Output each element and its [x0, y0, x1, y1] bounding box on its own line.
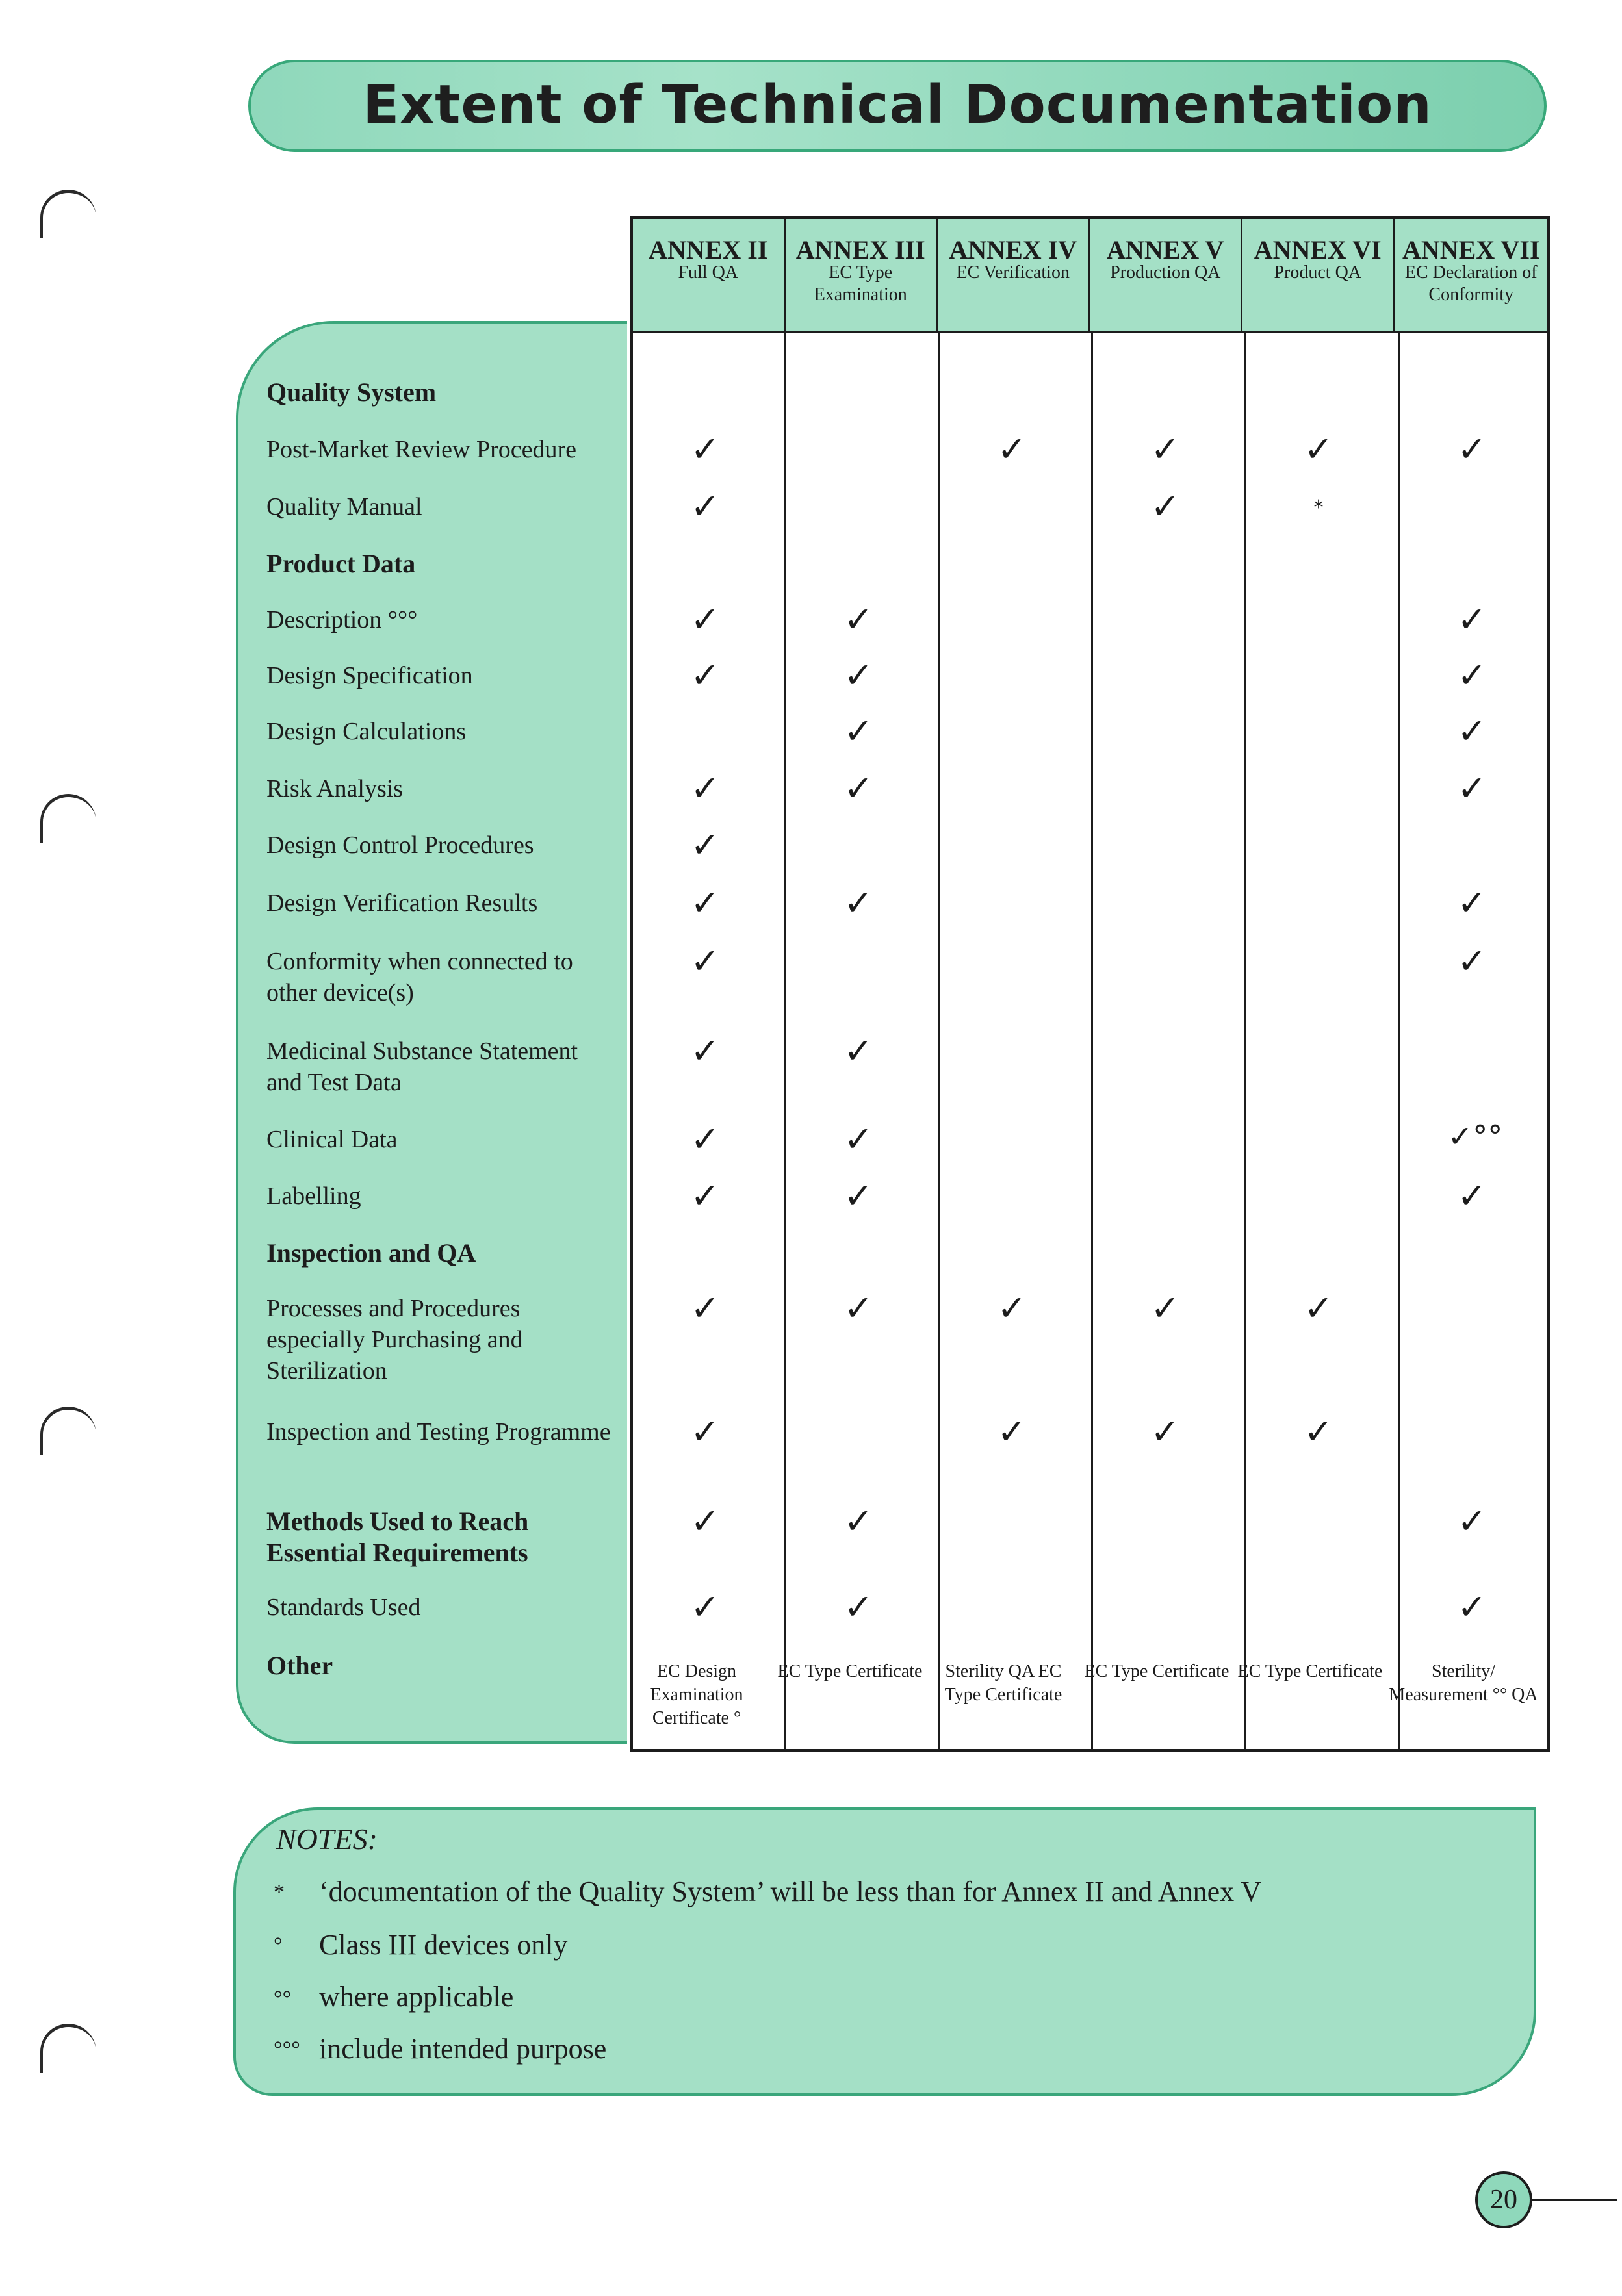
checkmark-icon: ✓ [843, 1030, 873, 1071]
checkmark-icon: ✓ [690, 882, 720, 923]
checkmark-icon: ✓ [843, 882, 873, 923]
checkmark-icon: ✓ [690, 1119, 720, 1160]
note-symbol: * [274, 1880, 285, 1904]
checkmark-icon: ✓ [843, 1501, 873, 1542]
checkmark-icon: ✓ [690, 1501, 720, 1542]
checkmark-icon: ✓ [843, 1119, 873, 1160]
checkmark-icon: ✓ [1457, 1501, 1487, 1542]
row-label: Inspection and QA [266, 1238, 476, 1268]
checkmark-icon: ✓ [1304, 1288, 1333, 1329]
checkmark-icon: ✓ [843, 1175, 873, 1216]
annex-name: ANNEX IV [949, 235, 1077, 264]
annex-subtitle: EC Type Examination [814, 262, 907, 305]
note-text: ‘documentation of the Quality System’ will be less than for Annex II and Annex V [319, 1876, 1262, 1907]
other-cell: EC Type Certificate [777, 1661, 923, 1681]
row-label: Design Verification Results [266, 889, 538, 917]
checkmark-icon: ✓ [1457, 768, 1487, 809]
checkmark-icon: ✓ [997, 429, 1027, 470]
row-label: Quality Manual [266, 493, 422, 520]
checkmark-icon: ✓ [1457, 711, 1487, 752]
annex-name: ANNEX V [1107, 235, 1224, 264]
column-divider [1398, 331, 1400, 1749]
checkmark-icon: ✓ [690, 1030, 720, 1071]
other-cell: EC Design Examination Certificate ° [650, 1661, 743, 1728]
row-label: Design Control Procedures [266, 832, 534, 859]
row-label: Description °°° [266, 606, 418, 633]
checkmark-icon: ✓ [1150, 429, 1180, 470]
column-divider [1091, 331, 1093, 1749]
row-label: Medicinal Substance Statement and Test Data [266, 1038, 578, 1096]
note-symbol: °°° [274, 2037, 300, 2061]
punch-hole-1 [40, 190, 96, 238]
checkmark-icon: ✓ [997, 1288, 1027, 1329]
checkmark-icon: ✓ [690, 1175, 720, 1216]
note-text: include intended purpose [319, 2033, 607, 2065]
checkmark-icon: ✓ [690, 768, 720, 809]
checkmark-icon: ✓ [843, 711, 873, 752]
row-label: Clinical Data [266, 1126, 398, 1153]
annex-subtitle: Product QA [1274, 262, 1362, 283]
punch-hole-4 [40, 2024, 96, 2073]
row-label: Inspection and Testing Programme [266, 1418, 611, 1446]
row-label: Standards Used [266, 1594, 421, 1621]
checkmark-icon: ✓ [1457, 429, 1487, 470]
punch-hole-2 [40, 794, 96, 843]
column-divider [938, 331, 940, 1749]
note-symbol: °° [274, 1987, 292, 2011]
checkmark-icon: ✓ [690, 429, 720, 470]
row-label: Quality System [266, 377, 437, 407]
note-text: where applicable [319, 1981, 514, 2013]
annex-subtitle: Full QA [678, 262, 739, 283]
asterisk-mark: * [1313, 496, 1324, 519]
annex-header-row [630, 216, 1550, 333]
other-cell: Sterility QA EC Type Certificate [944, 1661, 1062, 1705]
other-cell: Sterility/ Measurement °° QA [1389, 1661, 1538, 1705]
annex-name: ANNEX VII [1402, 235, 1540, 264]
row-label: Post-Market Review Procedure [266, 436, 576, 463]
page-title: Extent of Technical Documentation [363, 74, 1432, 136]
row-label: Product Data [266, 549, 416, 578]
page-number-rule [1532, 2199, 1617, 2201]
checkmark-icon: ✓ [997, 1411, 1027, 1452]
annex-name: ANNEX III [795, 235, 925, 264]
row-label: Labelling [266, 1182, 361, 1210]
annex-header-cell [1395, 219, 1548, 331]
checkmark-icon: ✓°° [1447, 1119, 1503, 1154]
checkmark-icon: ✓ [690, 1587, 720, 1627]
row-label: Design Specification [266, 662, 473, 689]
notes-title: NOTES: [276, 1822, 378, 1856]
annex-subtitle: Production QA [1110, 262, 1221, 283]
table-body-grid [630, 331, 1550, 1752]
checkmark-icon: ✓ [1457, 1587, 1487, 1627]
checkmark-icon: ✓ [843, 768, 873, 809]
checkmark-icon: ✓ [1150, 486, 1180, 527]
annex-name: ANNEX VI [1254, 235, 1382, 264]
annex-header-cell [938, 219, 1090, 331]
notes-panel [233, 1807, 1536, 2096]
checkmark-icon: ✓ [1457, 882, 1487, 923]
row-label: Design Calculations [266, 718, 467, 745]
note-text: Class III devices only [319, 1929, 568, 1961]
checkmark-icon: ✓ [1304, 429, 1333, 470]
checkmark-icon: ✓ [843, 655, 873, 696]
checkmark-icon: ✓ [690, 941, 720, 982]
checkmark-icon: ✓ [690, 1288, 720, 1329]
checkmark-icon: ✓ [1304, 1411, 1333, 1452]
row-label: Processes and Procedures especially Purchasing and Sterilization [266, 1295, 523, 1384]
annex-subtitle: EC Verification [956, 262, 1070, 283]
annex-header-cell [633, 219, 786, 331]
row-label: Methods Used to Reach Essential Requirements [266, 1507, 529, 1567]
checkmark-icon: ✓ [690, 655, 720, 696]
annex-name: ANNEX II [649, 235, 768, 264]
annex-header-cell [1242, 219, 1395, 331]
other-cell: EC Type Certificate [1237, 1661, 1383, 1681]
checkmark-icon: ✓ [1457, 1175, 1487, 1216]
title-banner [248, 60, 1547, 152]
row-label: Other [266, 1651, 333, 1680]
annex-header-cell [786, 219, 938, 331]
checkmark-icon: ✓ [1457, 941, 1487, 982]
column-divider [784, 331, 786, 1749]
checkmark-icon: ✓ [690, 824, 720, 865]
row-label: Conformity when connected to other device(s) [266, 948, 573, 1006]
checkmark-icon: ✓ [1150, 1411, 1180, 1452]
note-symbol: ° [274, 1933, 283, 1958]
checkmark-icon: ✓ [1457, 599, 1487, 640]
checkmark-icon: ✓ [1150, 1288, 1180, 1329]
checkmark-icon: ✓ [1457, 655, 1487, 696]
annex-subtitle: EC Declaration of Conformity [1404, 262, 1538, 305]
punch-hole-3 [40, 1407, 96, 1455]
checkmark-icon: ✓ [690, 599, 720, 640]
checkmark-icon: ✓ [690, 486, 720, 527]
checkmark-icon: ✓ [843, 1288, 873, 1329]
other-cell: EC Type Certificate [1084, 1661, 1229, 1681]
checkmark-icon: ✓ [843, 1587, 873, 1627]
page-number: 20 [1475, 2171, 1532, 2228]
checkmark-icon: ✓ [690, 1411, 720, 1452]
checkmark-icon: ✓ [843, 599, 873, 640]
column-divider [1244, 331, 1246, 1749]
annex-header-cell [1090, 219, 1243, 331]
row-label: Risk Analysis [266, 775, 404, 802]
